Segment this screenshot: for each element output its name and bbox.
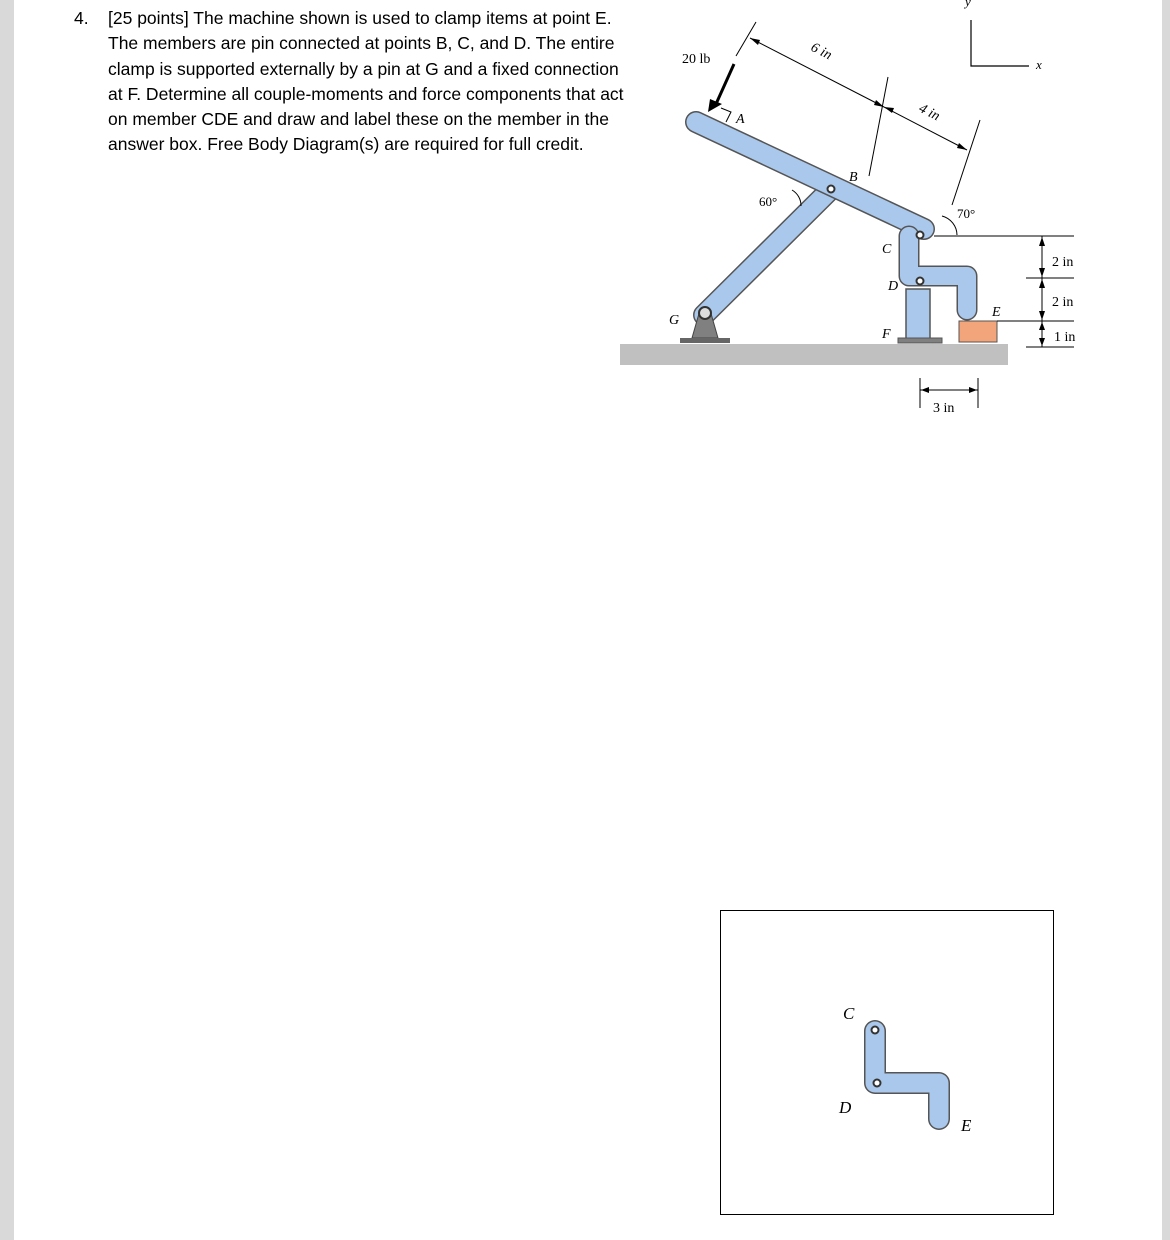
label-a: A: [736, 112, 745, 127]
problem-text: [25 points] The machine shown is used to clamp items at point E. The members are pin connected at points B, C, and D. The entire clamp is supported externally by a pin at G and a fixed connection at F. Determine all couple-moments and force components that act on member CDE and draw and label these on the member in the answer box. Free Body Diagram(s) are required for full credit.: [108, 8, 624, 155]
clamp-figure: [604, 0, 1104, 430]
label-d: D: [888, 279, 899, 294]
clamped-block: [959, 321, 997, 342]
label-e: E: [992, 305, 1001, 320]
dim-3in: 3 in: [933, 401, 955, 416]
answer-label-d: D: [839, 1098, 852, 1117]
dim-6in: 6 in: [808, 40, 835, 64]
pin-b: [828, 186, 835, 193]
answer-member-cde: [721, 911, 1053, 1214]
angle-70: 70°: [957, 206, 976, 221]
force-label: 20 lb: [682, 52, 711, 67]
pin-c: [917, 232, 924, 239]
dim-2in-mid: 2 in: [1052, 295, 1074, 310]
axes: [971, 20, 1029, 66]
ground: [620, 344, 1008, 365]
answer-label-c: C: [843, 1004, 855, 1023]
answer-label-e: E: [961, 1116, 972, 1135]
pin-d: [917, 278, 924, 285]
document-page: [14, 0, 1162, 1240]
dim-4in: 4 in: [916, 101, 943, 125]
dim-2in-top: 2 in: [1052, 255, 1074, 270]
dim-1in: 1 in: [1054, 330, 1076, 345]
angle-60: 60°: [759, 194, 778, 209]
axis-x: x: [1036, 57, 1042, 72]
force-arrow: [716, 64, 734, 104]
axis-y: y: [965, 0, 971, 9]
problem-statement: [74, 6, 634, 158]
label-c: C: [882, 242, 892, 257]
answer-pin-c: [872, 1027, 879, 1034]
label-g: G: [669, 313, 680, 328]
answer-box[interactable]: [720, 910, 1054, 1215]
label-b: B: [849, 170, 858, 185]
label-f: F: [882, 327, 891, 342]
problem-number: 4.: [74, 8, 89, 28]
answer-pin-d: [874, 1080, 881, 1087]
member-df: [906, 289, 930, 341]
